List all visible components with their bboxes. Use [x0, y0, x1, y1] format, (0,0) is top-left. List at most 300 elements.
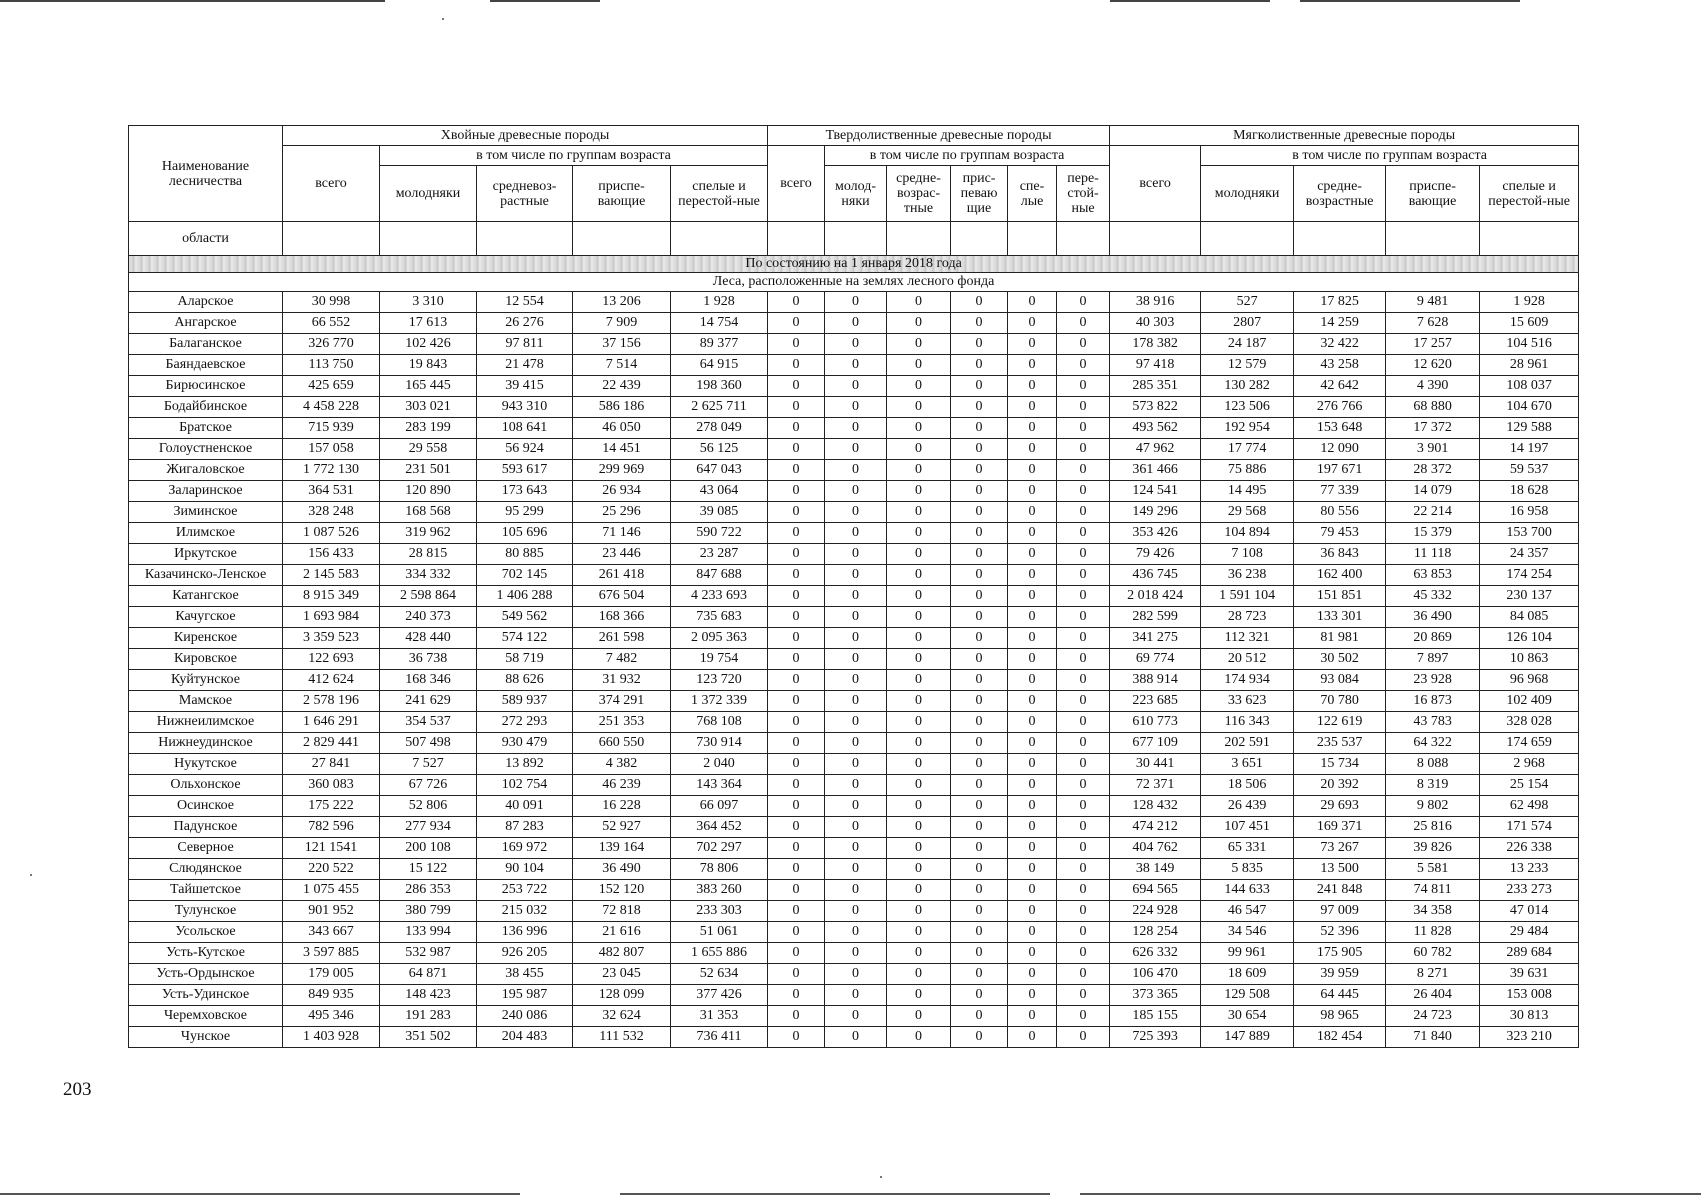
table-cell: 23 045 [573, 964, 671, 985]
table-cell: 179 005 [283, 964, 380, 985]
table-row [129, 796, 1579, 817]
region-cell [671, 222, 768, 256]
table-cell: 39 631 [1480, 964, 1579, 985]
table-row [129, 502, 1579, 523]
table-cell: 0 [1008, 397, 1057, 418]
table-cell: 0 [951, 817, 1008, 838]
table-cell: 482 807 [573, 943, 671, 964]
table-cell: 64 322 [1386, 733, 1480, 754]
table-cell: 80 885 [477, 544, 573, 565]
table-cell: 0 [887, 712, 951, 733]
table-cell: 590 722 [671, 523, 768, 544]
forestry-name-cell: Киренское [129, 628, 283, 649]
table-cell: 0 [951, 460, 1008, 481]
table-cell: 0 [768, 628, 825, 649]
table-row [129, 649, 1579, 670]
table-cell: 0 [825, 670, 887, 691]
table-cell: 144 633 [1201, 880, 1294, 901]
table-cell: 240 373 [380, 607, 477, 628]
table-cell: 343 667 [283, 922, 380, 943]
table-cell: 0 [1057, 775, 1110, 796]
forestry-name-cell: Баяндаевское [129, 355, 283, 376]
table-cell: 768 108 [671, 712, 768, 733]
table-cell: 116 343 [1201, 712, 1294, 733]
table-cell: 299 969 [573, 460, 671, 481]
col-header-coniferous-mature: спелые и перестой-ные [671, 166, 768, 222]
forestry-name-cell: Слюдянское [129, 859, 283, 880]
table-cell: 0 [1057, 859, 1110, 880]
table-cell: 168 366 [573, 607, 671, 628]
table-cell: 5 581 [1386, 859, 1480, 880]
table-cell: 0 [1008, 922, 1057, 943]
table-cell: 0 [951, 397, 1008, 418]
table-cell: 549 562 [477, 607, 573, 628]
table-cell: 377 426 [671, 985, 768, 1006]
table-cell: 29 693 [1294, 796, 1386, 817]
table-cell: 24 357 [1480, 544, 1579, 565]
table-cell: 31 353 [671, 1006, 768, 1027]
table-cell: 10 863 [1480, 649, 1579, 670]
table-cell: 46 050 [573, 418, 671, 439]
table-cell: 0 [768, 565, 825, 586]
table-cell: 0 [768, 838, 825, 859]
table-cell: 626 332 [1110, 943, 1201, 964]
table-cell: 428 440 [380, 628, 477, 649]
table-cell: 261 418 [573, 565, 671, 586]
table-cell: 47 962 [1110, 439, 1201, 460]
table-cell: 0 [951, 796, 1008, 817]
table-cell: 89 377 [671, 334, 768, 355]
table-cell: 13 206 [573, 292, 671, 313]
table-cell: 474 212 [1110, 817, 1201, 838]
table-cell: 174 254 [1480, 565, 1579, 586]
table-cell: 197 671 [1294, 460, 1386, 481]
table-cell: 0 [1008, 1006, 1057, 1027]
table-cell: 43 064 [671, 481, 768, 502]
table-cell: 149 296 [1110, 502, 1201, 523]
table-cell: 0 [825, 1006, 887, 1027]
col-header-name: Наименование лесничества [129, 126, 283, 222]
table-cell: 0 [1057, 943, 1110, 964]
table-cell: 15 609 [1480, 313, 1579, 334]
table-cell: 0 [1008, 355, 1057, 376]
table-cell: 12 620 [1386, 355, 1480, 376]
table-cell: 0 [887, 859, 951, 880]
table-cell: 0 [1008, 607, 1057, 628]
table-cell: 0 [1057, 1027, 1110, 1048]
table-cell: 28 815 [380, 544, 477, 565]
region-cell [1294, 222, 1386, 256]
table-cell: 1 655 886 [671, 943, 768, 964]
table-cell: 0 [887, 775, 951, 796]
table-cell: 328 028 [1480, 712, 1579, 733]
table-cell: 1 772 130 [283, 460, 380, 481]
table-cell: 0 [1057, 418, 1110, 439]
table-cell: 0 [951, 943, 1008, 964]
table-cell: 0 [1057, 922, 1110, 943]
table-cell: 0 [887, 460, 951, 481]
table-cell: 0 [1008, 649, 1057, 670]
table-cell: 0 [1057, 376, 1110, 397]
forestry-name-cell: Балаганское [129, 334, 283, 355]
table-cell: 0 [1008, 838, 1057, 859]
table-row [129, 901, 1579, 922]
table-cell: 235 537 [1294, 733, 1386, 754]
table-cell: 2807 [1201, 313, 1294, 334]
table-cell: 0 [887, 565, 951, 586]
table-cell: 2 829 441 [283, 733, 380, 754]
table-row [129, 670, 1579, 691]
table-cell: 0 [1057, 607, 1110, 628]
table-cell: 17 257 [1386, 334, 1480, 355]
table-cell: 126 104 [1480, 628, 1579, 649]
table-cell: 0 [1057, 586, 1110, 607]
table-cell: 0 [951, 565, 1008, 586]
table-cell: 7 628 [1386, 313, 1480, 334]
table-cell: 0 [1008, 544, 1057, 565]
table-row [129, 586, 1579, 607]
table-cell: 1 406 288 [477, 586, 573, 607]
col-header-coniferous-total: всего [283, 146, 380, 222]
table-cell: 0 [825, 523, 887, 544]
table-cell: 102 754 [477, 775, 573, 796]
scan-border-bottom-1 [0, 1193, 520, 1195]
table-row [129, 439, 1579, 460]
table-cell: 676 504 [573, 586, 671, 607]
table-cell: 323 210 [1480, 1027, 1579, 1048]
table-cell: 81 981 [1294, 628, 1386, 649]
table-cell: 0 [887, 733, 951, 754]
table-cell: 283 199 [380, 418, 477, 439]
table-cell: 7 108 [1201, 544, 1294, 565]
table-cell: 586 186 [573, 397, 671, 418]
table-cell: 168 346 [380, 670, 477, 691]
table-cell: 40 091 [477, 796, 573, 817]
col-header-hardwood-overmature: пере-стой-ные [1057, 166, 1110, 222]
table-cell: 147 889 [1201, 1027, 1294, 1048]
table-cell: 17 825 [1294, 292, 1386, 313]
table-cell: 169 371 [1294, 817, 1386, 838]
table-cell: 0 [1057, 481, 1110, 502]
table-row [129, 397, 1579, 418]
table-cell: 319 962 [380, 523, 477, 544]
scan-border-top-3 [1110, 0, 1270, 2]
table-cell: 404 762 [1110, 838, 1201, 859]
region-cell [825, 222, 887, 256]
col-header-softwood-middle: средне-возрастные [1294, 166, 1386, 222]
table-cell: 95 299 [477, 502, 573, 523]
table-cell: 0 [1008, 565, 1057, 586]
table-cell: 26 439 [1201, 796, 1294, 817]
table-cell: 0 [825, 544, 887, 565]
table-cell: 364 452 [671, 817, 768, 838]
table-row [129, 712, 1579, 733]
table-cell: 0 [887, 670, 951, 691]
table-cell: 72 818 [573, 901, 671, 922]
table-cell: 0 [1057, 712, 1110, 733]
table-cell: 943 310 [477, 397, 573, 418]
table-cell: 0 [951, 880, 1008, 901]
table-cell: 27 841 [283, 754, 380, 775]
table-cell: 0 [1008, 376, 1057, 397]
region-label: области [129, 222, 283, 256]
table-cell: 361 466 [1110, 460, 1201, 481]
table-cell: 0 [1057, 523, 1110, 544]
table-cell: 1 075 455 [283, 880, 380, 901]
table-cell: 0 [951, 649, 1008, 670]
table-cell: 112 321 [1201, 628, 1294, 649]
table-cell: 0 [1057, 733, 1110, 754]
table-cell: 22 214 [1386, 502, 1480, 523]
region-cell [283, 222, 380, 256]
table-cell: 0 [768, 880, 825, 901]
table-cell: 725 393 [1110, 1027, 1201, 1048]
table-cell: 17 774 [1201, 439, 1294, 460]
region-cell [1057, 222, 1110, 256]
table-cell: 20 392 [1294, 775, 1386, 796]
table-cell: 120 890 [380, 481, 477, 502]
table-cell: 129 508 [1201, 985, 1294, 1006]
table-row [129, 985, 1579, 1006]
table-cell: 121 1541 [283, 838, 380, 859]
table-cell: 128 432 [1110, 796, 1201, 817]
forestry-name-cell: Жигаловское [129, 460, 283, 481]
region-cell [1480, 222, 1579, 256]
table-cell: 0 [768, 586, 825, 607]
forestry-name-cell: Заларинское [129, 481, 283, 502]
table-cell: 99 961 [1201, 943, 1294, 964]
forest-age-table [128, 125, 1579, 1048]
table-cell: 79 453 [1294, 523, 1386, 544]
table-cell: 3 651 [1201, 754, 1294, 775]
table-cell: 23 287 [671, 544, 768, 565]
table-cell: 215 032 [477, 901, 573, 922]
table-cell: 782 596 [283, 817, 380, 838]
table-cell: 39 415 [477, 376, 573, 397]
table-cell: 0 [768, 523, 825, 544]
table-cell: 16 873 [1386, 691, 1480, 712]
table-cell: 0 [951, 355, 1008, 376]
table-cell: 14 451 [573, 439, 671, 460]
table-cell: 0 [825, 964, 887, 985]
table-cell: 2 578 196 [283, 691, 380, 712]
table-cell: 0 [768, 922, 825, 943]
forestry-name-cell: Черемховское [129, 1006, 283, 1027]
scan-border-bottom-2 [620, 1193, 1050, 1195]
table-cell: 251 353 [573, 712, 671, 733]
table-cell: 19 754 [671, 649, 768, 670]
table-row [129, 376, 1579, 397]
table-cell: 0 [768, 313, 825, 334]
table-cell: 153 648 [1294, 418, 1386, 439]
table-cell: 66 097 [671, 796, 768, 817]
table-cell: 0 [951, 607, 1008, 628]
table-row [129, 1006, 1579, 1027]
table-cell: 0 [825, 649, 887, 670]
table-cell: 334 332 [380, 565, 477, 586]
table-cell: 1 646 291 [283, 712, 380, 733]
table-cell: 610 773 [1110, 712, 1201, 733]
col-header-softwood-young: молодняки [1201, 166, 1294, 222]
table-cell: 12 579 [1201, 355, 1294, 376]
forestry-name-cell: Мамское [129, 691, 283, 712]
table-row [129, 418, 1579, 439]
table-cell: 0 [768, 670, 825, 691]
table-cell: 102 409 [1480, 691, 1579, 712]
table-cell: 0 [1008, 313, 1057, 334]
table-cell: 272 293 [477, 712, 573, 733]
table-cell: 64 915 [671, 355, 768, 376]
table-cell: 23 446 [573, 544, 671, 565]
forestry-name-cell: Тайшетское [129, 880, 283, 901]
table-cell: 0 [1008, 460, 1057, 481]
table-cell: 104 894 [1201, 523, 1294, 544]
table-cell: 157 058 [283, 439, 380, 460]
table-cell: 0 [887, 943, 951, 964]
table-cell: 165 445 [380, 376, 477, 397]
table-cell: 0 [825, 712, 887, 733]
forestry-name-cell: Ангарское [129, 313, 283, 334]
forestry-name-cell: Усть-Ордынское [129, 964, 283, 985]
forestry-name-cell: Голоустненское [129, 439, 283, 460]
table-cell: 0 [768, 754, 825, 775]
table-cell: 730 914 [671, 733, 768, 754]
table-cell: 1 403 928 [283, 1027, 380, 1048]
table-cell: 204 483 [477, 1027, 573, 1048]
forestry-name-cell: Чунское [129, 1027, 283, 1048]
table-cell: 51 061 [671, 922, 768, 943]
table-cell: 0 [1057, 397, 1110, 418]
table-cell: 26 276 [477, 313, 573, 334]
table-cell: 0 [1008, 586, 1057, 607]
table-cell: 360 083 [283, 775, 380, 796]
table-cell: 0 [825, 397, 887, 418]
table-cell: 0 [1008, 817, 1057, 838]
table-cell: 0 [1008, 523, 1057, 544]
table-cell: 38 455 [477, 964, 573, 985]
table-cell: 20 869 [1386, 628, 1480, 649]
table-cell: 192 954 [1201, 418, 1294, 439]
table-cell: 128 254 [1110, 922, 1201, 943]
table-cell: 0 [887, 796, 951, 817]
table-cell: 0 [768, 376, 825, 397]
table-cell: 0 [887, 418, 951, 439]
table-cell: 0 [951, 922, 1008, 943]
forestry-name-cell: Бирюсинское [129, 376, 283, 397]
table-cell: 97 418 [1110, 355, 1201, 376]
table-cell: 168 568 [380, 502, 477, 523]
table-cell: 79 426 [1110, 544, 1201, 565]
table-row [129, 964, 1579, 985]
table-cell: 240 086 [477, 1006, 573, 1027]
table-cell: 0 [768, 691, 825, 712]
table-cell: 0 [951, 733, 1008, 754]
table-cell: 589 937 [477, 691, 573, 712]
table-cell: 0 [1057, 565, 1110, 586]
forestry-name-cell: Тулунское [129, 901, 283, 922]
table-cell: 373 365 [1110, 985, 1201, 1006]
table-cell: 0 [825, 439, 887, 460]
table-cell: 241 848 [1294, 880, 1386, 901]
table-cell: 28 961 [1480, 355, 1579, 376]
table-cell: 19 843 [380, 355, 477, 376]
table-cell: 25 816 [1386, 817, 1480, 838]
region-cell [1201, 222, 1294, 256]
table-cell: 43 783 [1386, 712, 1480, 733]
table-cell: 0 [1057, 838, 1110, 859]
table-cell: 7 909 [573, 313, 671, 334]
table-cell: 0 [887, 754, 951, 775]
table-cell: 0 [825, 565, 887, 586]
table-cell: 328 248 [283, 502, 380, 523]
table-cell: 2 145 583 [283, 565, 380, 586]
table-cell: 0 [768, 481, 825, 502]
table-cell: 230 137 [1480, 586, 1579, 607]
table-cell: 0 [1008, 880, 1057, 901]
table-cell: 139 164 [573, 838, 671, 859]
table-row [129, 292, 1579, 313]
table-cell: 0 [887, 523, 951, 544]
table-cell: 0 [825, 838, 887, 859]
table-cell: 0 [768, 733, 825, 754]
table-cell: 0 [825, 607, 887, 628]
table-cell: 241 629 [380, 691, 477, 712]
table-cell: 0 [1057, 649, 1110, 670]
table-cell: 34 546 [1201, 922, 1294, 943]
table-cell: 0 [1057, 880, 1110, 901]
table-cell: 0 [768, 460, 825, 481]
table-cell: 0 [887, 544, 951, 565]
table-cell: 62 498 [1480, 796, 1579, 817]
table-cell: 849 935 [283, 985, 380, 1006]
region-cell [477, 222, 573, 256]
table-cell: 39 085 [671, 502, 768, 523]
table-cell: 0 [825, 418, 887, 439]
table-cell: 0 [768, 817, 825, 838]
table-cell: 151 851 [1294, 586, 1386, 607]
table-cell: 47 014 [1480, 901, 1579, 922]
table-cell: 122 619 [1294, 712, 1386, 733]
table-cell: 532 987 [380, 943, 477, 964]
table-cell: 25 296 [573, 502, 671, 523]
table-cell: 0 [1008, 334, 1057, 355]
table-cell: 18 609 [1201, 964, 1294, 985]
table-cell: 261 598 [573, 628, 671, 649]
table-cell: 34 358 [1386, 901, 1480, 922]
region-cell [1008, 222, 1057, 256]
table-cell: 0 [887, 439, 951, 460]
table-cell: 14 197 [1480, 439, 1579, 460]
table-cell: 107 451 [1201, 817, 1294, 838]
table-cell: 5 835 [1201, 859, 1294, 880]
table-row [129, 754, 1579, 775]
table-cell: 0 [887, 334, 951, 355]
table-cell: 128 099 [573, 985, 671, 1006]
col-header-coniferous-young: молодняки [380, 166, 477, 222]
table-cell: 8 088 [1386, 754, 1480, 775]
table-cell: 40 303 [1110, 313, 1201, 334]
table-cell: 156 433 [283, 544, 380, 565]
table-body [129, 292, 1579, 1048]
table-cell: 0 [825, 943, 887, 964]
table-cell: 0 [951, 439, 1008, 460]
table-cell: 15 379 [1386, 523, 1480, 544]
table-cell: 1 693 984 [283, 607, 380, 628]
table-cell: 0 [887, 607, 951, 628]
table-cell: 174 934 [1201, 670, 1294, 691]
table-cell: 0 [768, 397, 825, 418]
table-cell: 18 628 [1480, 481, 1579, 502]
